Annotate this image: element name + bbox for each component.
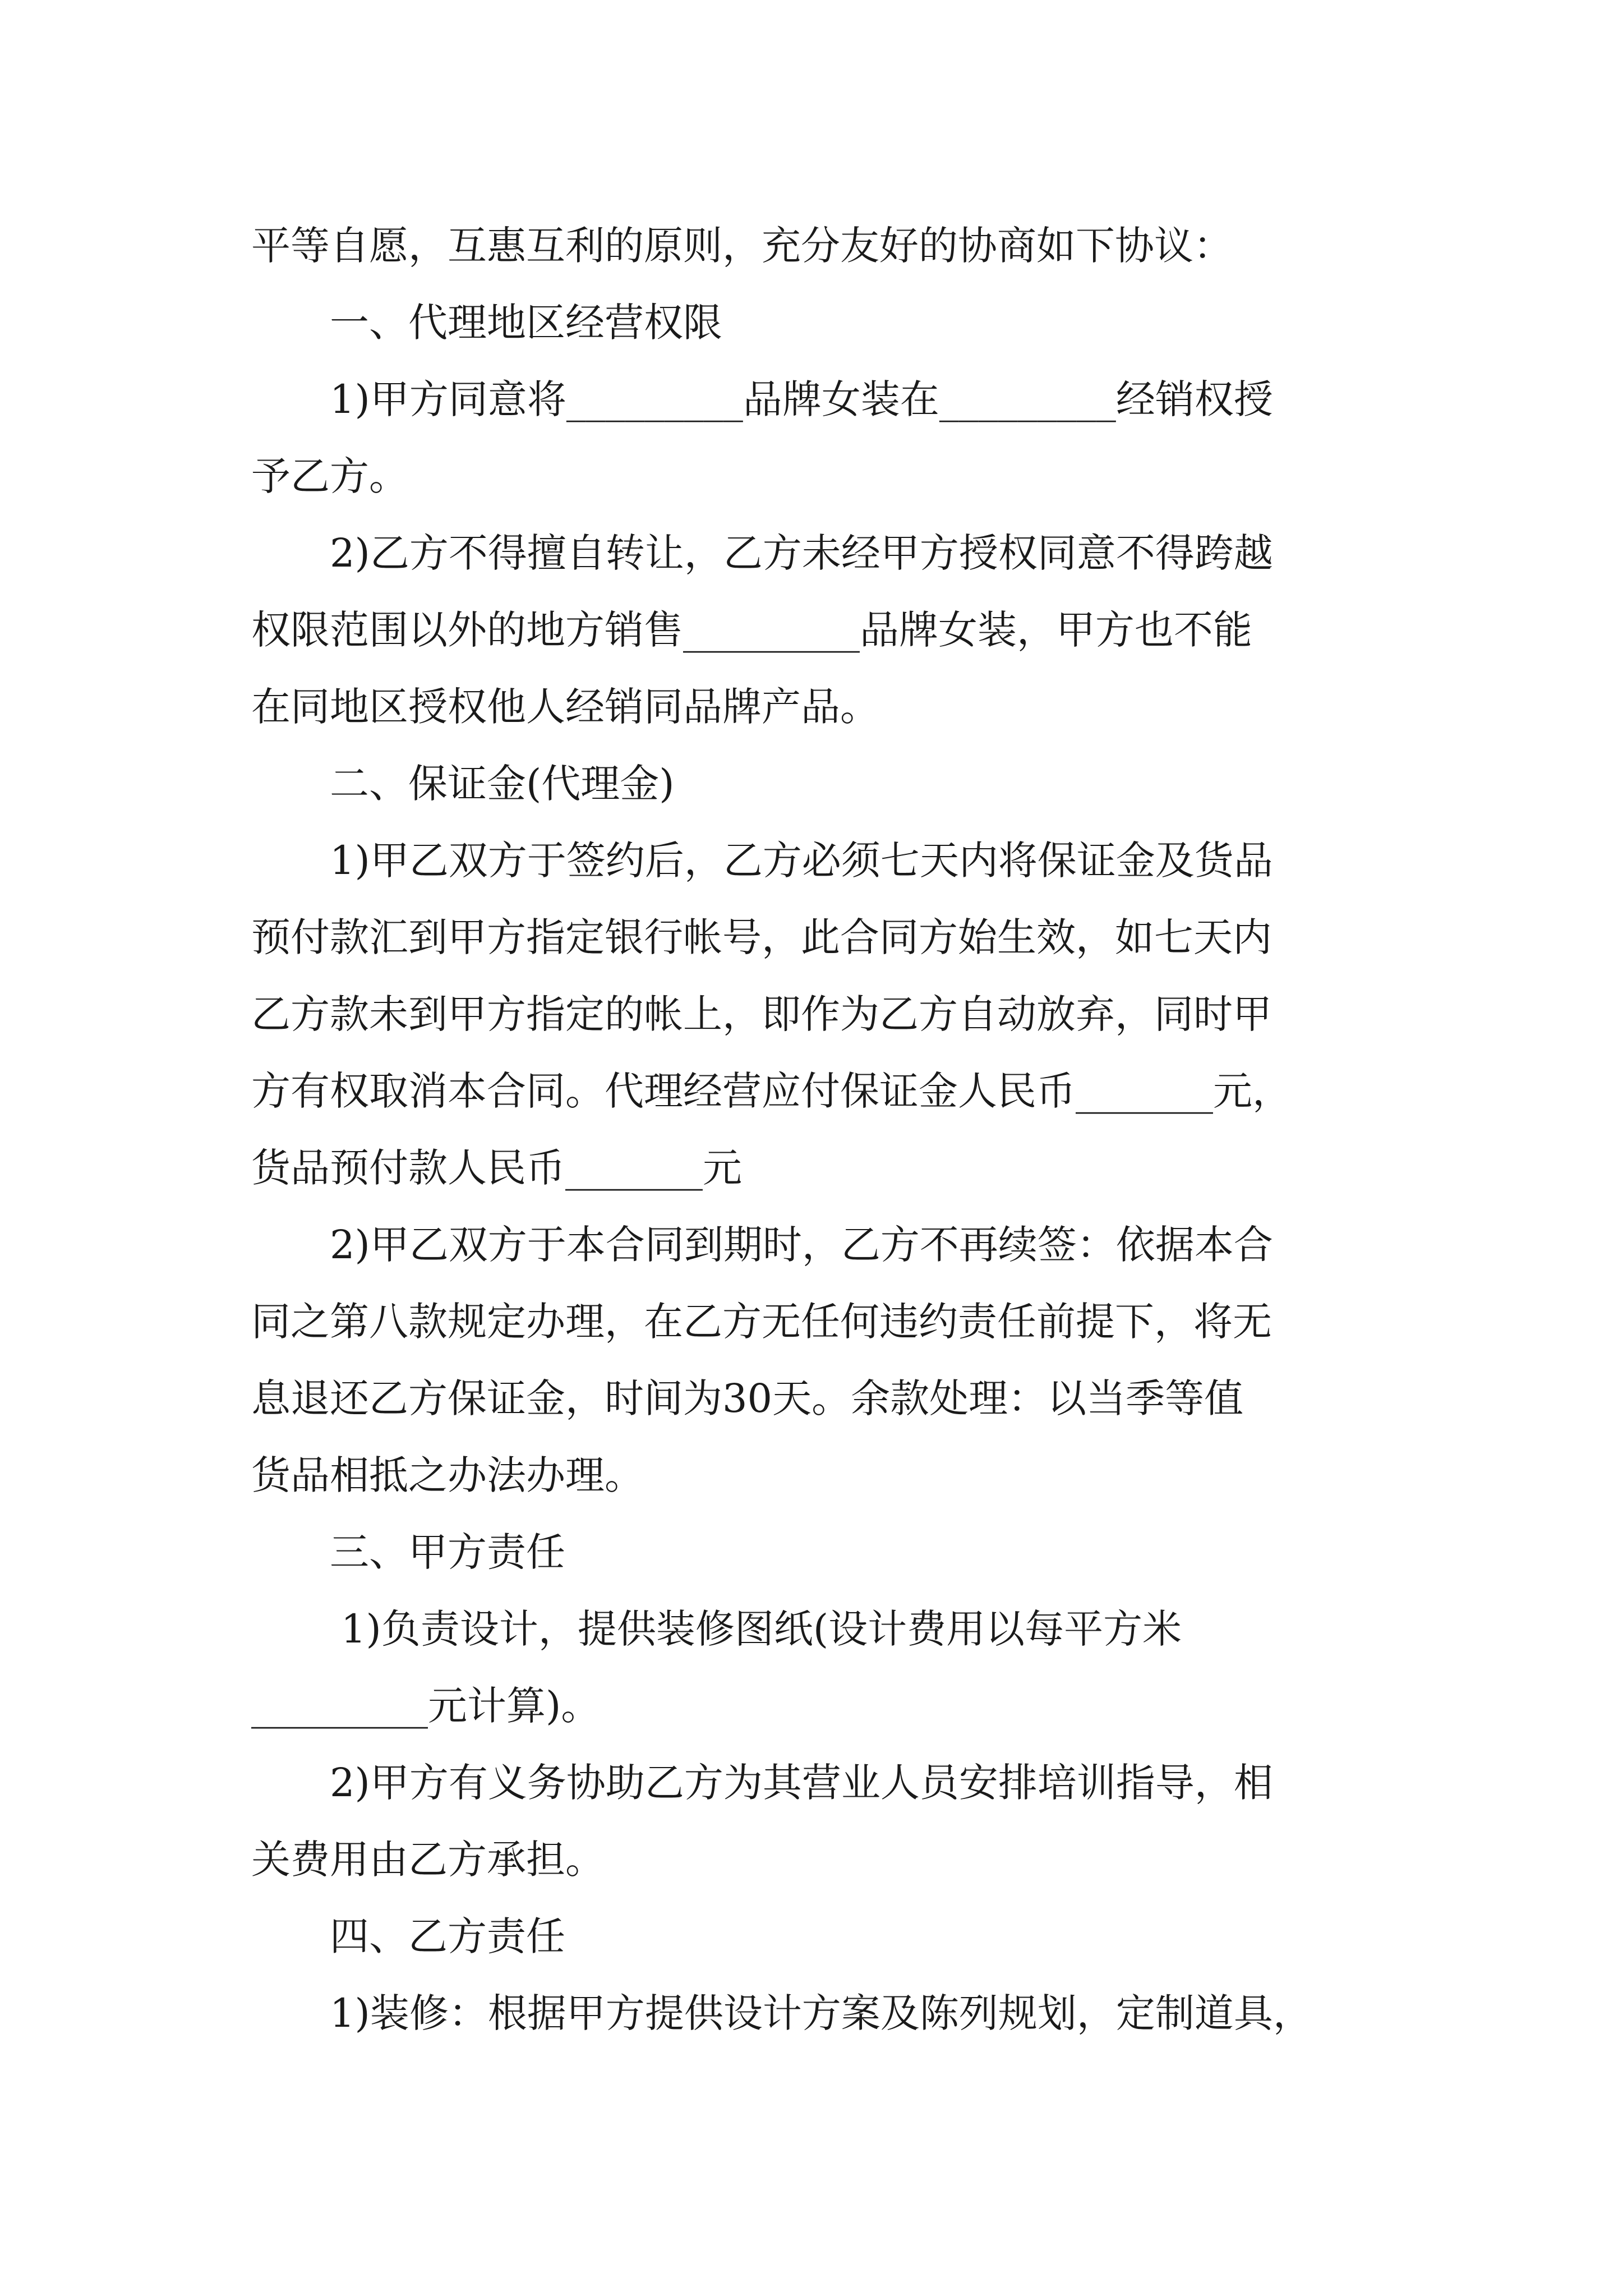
text-line: 关费用由乙方承担。 [251,1837,605,1883]
text-line: 三、甲方责任 [330,1529,565,1575]
text-line: 预付款汇到甲方指定银行帐号，此合同方始生效，如七天内 [251,914,1272,960]
text-line: 同之第八款规定办理，在乙方无任何违约责任前提下，将无 [251,1299,1272,1345]
text-line: _________元计算)。 [251,1683,601,1729]
text-line: 1)装修：根据甲方提供设计方案及陈列规划，定制道具， [330,1990,1312,2036]
text-line: 平等自愿，互惠互利的原则，充分友好的协商如下协议： [251,223,1233,269]
text-line: 2)甲乙双方于本合同到期时，乙方不再续签：依据本合 [330,1222,1273,1268]
text-line: 1)负责设计，提供装修图纸(设计费用以每平方米 [341,1606,1182,1652]
text-line: 货品相抵之办法办理。 [251,1452,644,1498]
text-line: 息退还乙方保证金，时间为30天。余款处理：以当季等值 [251,1375,1244,1421]
text-line: 货品预付款人民币_______元 [251,1145,742,1191]
text-line: 1)甲方同意将_________品牌女装在_________经销权授 [330,376,1273,422]
text-line: 在同地区授权他人经销同品牌产品。 [251,684,879,730]
text-line: 权限范围以外的地方销售_________品牌女装，甲方也不能 [251,607,1252,653]
text-line: 予乙方。 [251,453,408,499]
text-line: 二、保证金(代理金) [330,761,675,807]
contract-text [251,208,1384,2052]
text-line: 2)乙方不得擅自转让，乙方未经甲方授权同意不得跨越 [330,530,1273,576]
text-line: 方有权取消本合同。代理经营应付保证金人民币_______元， [251,1068,1292,1114]
text-line: 1)甲乙双方于签约后，乙方必须七天内将保证金及货品 [330,838,1273,884]
text-line: 一、代理地区经营权限 [330,300,722,346]
text-line: 2)甲方有义务协助乙方为其营业人员安排培训指导，相 [330,1760,1273,1806]
text-line: 乙方款未到甲方指定的帐上，即作为乙方自动放弃，同时甲 [251,991,1272,1037]
text-line: 四、乙方责任 [330,1913,565,1959]
